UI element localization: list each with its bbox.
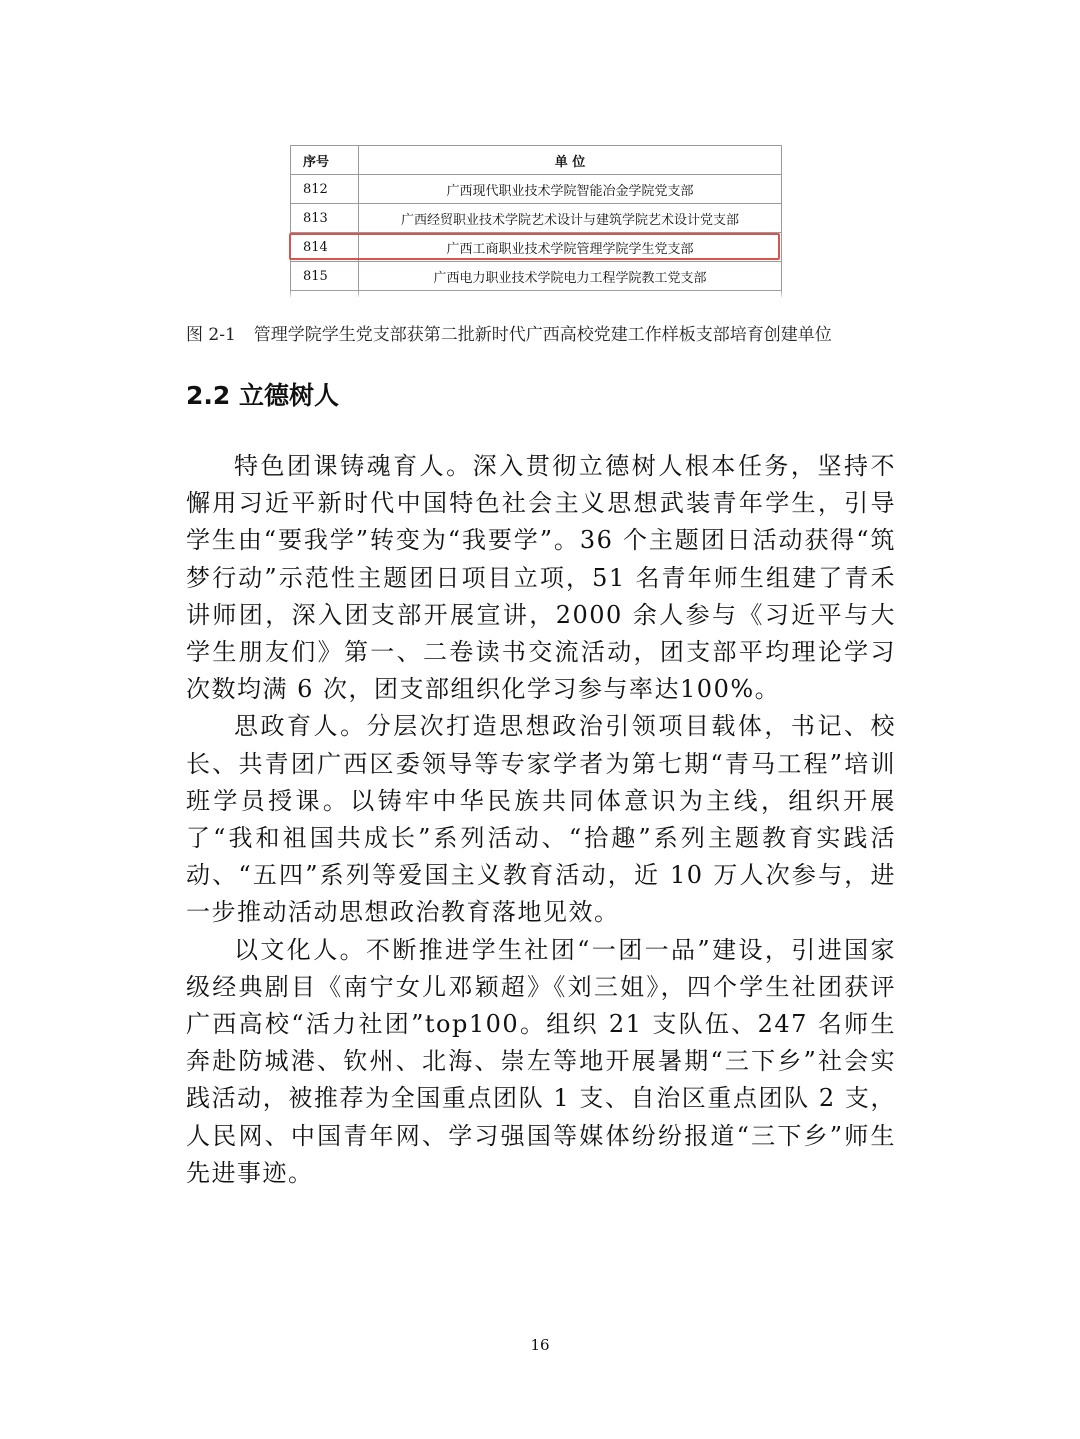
- row-no: 812: [291, 175, 359, 204]
- row-unit: 广西现代职业技术学院智能冶金学院党支部: [359, 175, 782, 204]
- figure-table: [290, 145, 782, 297]
- paragraph: 特色团课铸魂育人。深入贯彻立德树人根本任务，坚持不懈用习近平新时代中国特色社会主义思想武装青年学生，引导学生由“要我学”转变为“我要学”。36 个主题团日活动获得“筑梦行动”示范性主题团日项目立项，51 名青年师生组建了青禾讲师团，深入团支部开展宣讲，2000 余人参与《习近平与大学生朋友们》第一、二卷读书交流活动，团支部平均理论学习次数均满 6 次，团支部组织化学习参与率达100%。: [186, 452, 896, 704]
- header-unit: 单 位: [359, 146, 782, 175]
- figure-number: 图 2-1: [186, 325, 236, 345]
- row-no: 814: [291, 233, 359, 262]
- figure-caption: [186, 320, 832, 345]
- highlight-box: [289, 233, 780, 260]
- table-row: [291, 175, 782, 204]
- section-heading: 2.2 立德树人: [186, 381, 339, 410]
- figure-caption-text: 管理学院学生党支部获第二批新时代广西高校党建工作样板支部培育创建单位: [253, 325, 832, 345]
- table-row: [291, 204, 782, 233]
- row-unit: 广西工商职业技术学院管理学院学生党支部: [359, 233, 782, 262]
- row-unit: 广西电力职业技术学院电力工程学院教工党支部: [359, 262, 782, 291]
- row-unit: 广西经贸职业技术学院艺术设计与建筑学院艺术设计党支部: [359, 204, 782, 233]
- table-cut-fade: [286, 290, 786, 300]
- row-no: 815: [291, 262, 359, 291]
- paragraph: 思政育人。分层次打造思想政治引领项目载体，书记、校长、共青团广西区委领导等专家学者为第七期“青马工程”培训班学员授课。以铸牢中华民族共同体意识为主线，组织开展了“我和祖国共成长”系列活动、“拾趣”系列主题教育实践活动、“五四”系列等爱国主义教育活动，近 10 万人次参与，进一步推动活动思想政治教育落地见效。: [186, 712, 896, 927]
- header-no: 序号: [291, 146, 359, 175]
- section-body: [186, 448, 896, 1192]
- table-row: [291, 262, 782, 291]
- table-header-row: [291, 146, 782, 175]
- page-number: 16: [530, 1336, 550, 1354]
- row-no: 813: [291, 204, 359, 233]
- paragraph: 以文化人。不断推进学生社团“一团一品”建设，引进国家级经典剧目《南宁女儿邓颖超》《刘三姐》，四个学生社团获评广西高校“活力社团”top100。组织 21 支队伍、247 名师生奔赴防城港、钦州、北海、崇左等地开展暑期“三下乡”社会实践活动，被推荐为全国重点团队 1 支、自治区重点团队 2 支，人民网、中国青年网、学习强国等媒体纷纷报道“三下乡”师生先进事迹。: [186, 935, 896, 1187]
